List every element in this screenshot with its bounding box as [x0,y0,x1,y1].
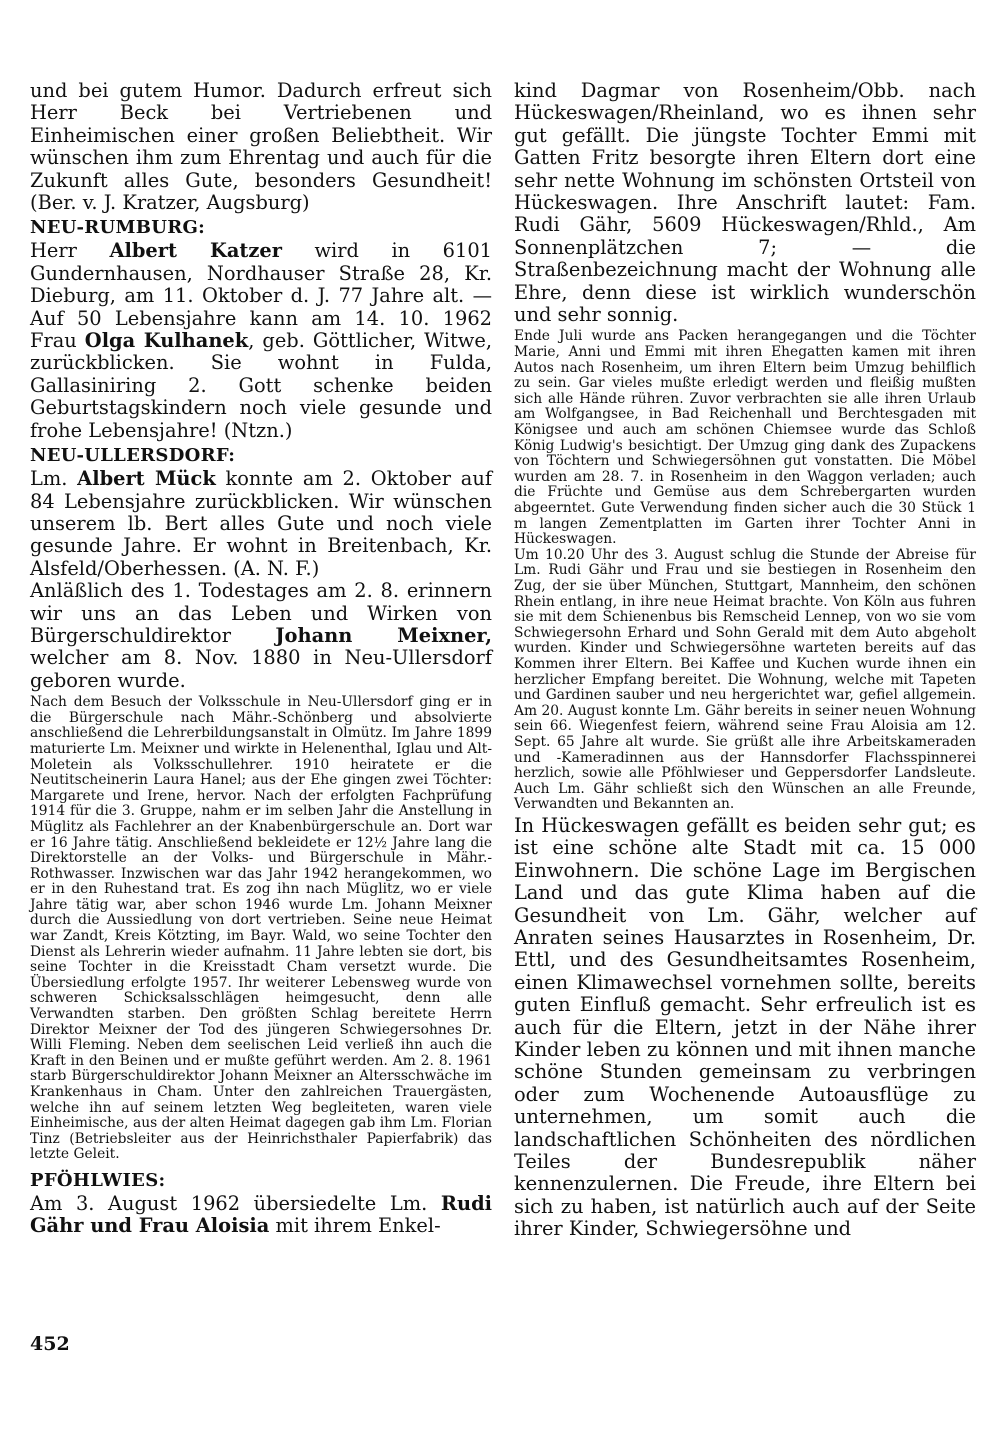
person-name: Albert Mück [77,467,216,491]
journey-paragraph: Um 10.20 Uhr des 3. August schlug die Stunde der Abreise für Lm. Rudi Gähr und Frau und sie bestiegen in Rosenheim den Zug, der sie über München, Stuttgart, Mannheim, den schönen Rhein entlang, in ihre neue Heimat brachte. Von Köln aus fuhren sie mit dem Schienenbus bis Remscheid Lennep, von wo sie vom Schwiegersohn Erhard und Sohn Gerald mit dem Auto abgeholt wurden. Kinder und Schwiegersöhne warteten bereits auf das Kommen ihrer Eltern. Bei Kaffee und Kuchen wurde ihnen ein herzlicher Empfang bereitet. Die Wohnung, welche mit Tapeten und Gardinen sauber und neu hergerichtet war, gefiel allgemein. Am 20. August konnte Lm. Gähr bereits in seiner neuen Wohnung sein 66. Wiegenfest feiern, während seine Frau Aloisia am 12. Sept. 65 Jahre alt wurde. Sie grüßt alle ihre Arbeitskameraden und -Kameradinnen aus der Hannsdorfer Flachsspinnerei herzlich, sowie alle Pföhlwieser und Geppersdorfer Landsleute. Auch Lm. Gähr schließt sich den Wünschen an alle Freunde, Verwandten und Bekannten an. [514,546,976,813]
person-name: Johann Meixner, [275,623,492,647]
page-number: 452 [30,1333,70,1355]
person-name: Rudi Gähr und Frau Aloisia [30,1191,492,1238]
intro-paragraph: und bei gutem Humor. Dadurch erfreut sich Herr Beck bei Vertriebenen und Einheimischen einer großen Beliebtheit. Wir wünschen ihm zum Ehrentag und auch für die Zukunft alles Gute, besonders Gesundheit! (Ber. v. J. Kratzer, Augsburg) [30,79,492,215]
section-heading-pfohlwies: PFÖHLWIES: [30,1169,166,1191]
person-name: Albert Katzer [109,239,282,263]
memorial-biography: Nach dem Besuch der Volksschule in Neu-Ullersdorf ging er in die Bürgerschule nach Mähr.-Schönberg und absolvierte anschließend die Lehrerbildungsanstalt in Olmütz. Im Jahre 1899 maturierte Lm. Meixner und wirkte in Helenenthal, Iglau und Alt-Moletein als Volksschullehrer. 1910 heiratete er die Neutitscheinerin Laura Hanel; aus der Ehe gingen zwei Töchter: Margarete und Irene, hervor. Nach der erfolgten Fachprüfung 1914 für die 3. Gruppe, nahm er im selben Jahr die Anstellung in Müglitz als Fachlehrer an der Knabenbürgerschule an. Dort war er 16 Jahre tätig. Anschließend bekleidete er 12½ Jahre lang die Direktorstelle an der Volks- und Bürgerschule in Mähr.-Rothwasser. Inzwischen war das Jahr 1942 herangekommen, wo er in den Ruhestand trat. Es zog ihn nach Müglitz, wo er viele Jahre tätig war, aber schon 1946 wurde Lm. Johann Meixner durch die Aussiedlung von dort vertrieben. Seine neue Heimat war Zandt, Kreis Kötzting, im Bayr. Wald, wo seine Tochter den Dienst als Lehrerin wieder aufnahm. 11 Jahre lebten sie dort, bis seine Tochter in die Kreisstadt Cham versetzt wurde. Die Übersiedlung erfolgte 1957. Ihr weiterer Lebensweg wurde von schweren Schicksalsschlägen heimgesucht, denn alle Verwandten starben. Den größten Schlag bereitete Herrn Direktor Meixner der Tod des jüngeren Schwiegersohnes Dr. Willi Fleming. Neben dem seelischen Leid verließ ihn auch die Kraft in den Beinen und er mußte geführt werden. Am 2. 8. 1961 starb Bürgerschuldirektor Johann Meixner an Altersschwäche im Krankenhaus in Cham. Unter den zahlreichen Trauergästen, welche ihn auf seinem letzten Weg begleiteten, waren viele Einheimische, aus der alten Heimat dagegen gab ihm Lm. Florian Tinz (Betriebsleiter aus der Heinrichsthaler Papierfabrik) das letzte Geleit. [30,694,492,1163]
text-run: konnte am 2. Oktober auf 84 Lebensjahre zurückblicken. Wir wünschen unserem lb. Bert alles Gute und noch viele gesunde Jahre. Er wohnt in Breitenbach, Kr. Alsfeld/Oberhessen. (A. N. F.) [30,467,492,580]
right-column [514,80,976,1241]
section-heading-neu-ullersdorf: NEU-ULLERSDORF: [30,445,236,467]
section-heading-neu-rumburg: NEU-RUMBURG: [30,217,206,239]
neu-ullersdorf-paragraph [30,468,492,580]
person-name: Olga Kulhanek [84,329,249,353]
text-run: Anläßlich des 1. Todestages am 2. 8. erinnern wir uns an das Leben und Wirken von Bürgerschuldirektor [30,579,492,647]
text-run: wird in 6101 Gundernhausen, Nordhauser Straße 28, Kr. Dieburg, am 11. Oktober d. J. 77 Jahre alt. — Auf 50 Lebensjahre kann am 14. 10. 1962 Frau [30,239,492,353]
hueckeswagen-paragraph: In Hückeswagen gefällt es beiden sehr gut; es ist eine schöne alte Stadt mit ca. 15 000 Einwohnern. Die schöne Lage im Bergischen Land und das gute Klima haben auf die Gesundheit von Lm. Gähr, welcher auf Anraten seines Hausarztes in Rosenheim, Dr. Ettl, und des Gesundheitsamtes Rosenheim, einen Klimawechsel vornehmen sollte, bereits guten Einfluß gemacht. Sehr erfreulich ist es auch für die Eltern, jetzt in der Nähe ihrer Kinder leben zu können und mit ihnen manche schöne Stunden gemeinsam zu verbringen oder zum Wochenende Autoausflüge zu unternehmen, um somit auch die landschaftlichen Schönheiten des nördlichen Teiles der Bundesrepublik näher kennenzulernen. Die Freude, ihre Eltern bei sich zu haben, ist natürlich auch auf der Seite ihrer Kinder, Schwiegersöhne und [514,813,976,1241]
text-run: Lm. [30,467,78,491]
text-run: mit ihrem Enkel- [269,1214,441,1238]
text-run: , geb. Göttlicher, Witwe, zurückblicken. Sie wohnt in Fulda, Gallasiniring 2. Gott schenke beiden Geburtstagskindern noch viele gesunde und frohe Lebensjahre! (Ntzn.) [30,329,493,442]
memorial-paragraph [30,580,492,692]
text-run: Herr [30,239,110,263]
pfohlwies-paragraph [30,1193,492,1238]
packing-paragraph: Ende Juli wurde ans Packen herangegangen und die Töchter Marie, Anni und Emmi mit ihren Ehegatten kamen mit ihren Autos nach Rosenheim, um ihren Eltern beim Umzug behilflich zu sein. Gar vieles mußte erledigt werden und fleißig mußten sich alle Hände rühren. Zuvor verbrachten sie alle ihren Urlaub am Wolfgangsee, in Bad Reichenhall und Berchtesgaden mit Königsee und auch am schönen Chiemsee wurde das Schloß König Ludwig's besichtigt. Der Umzug ging dank des Zupackens von Töchtern und Schwiegersöhnen gut vonstatten. Die Möbel wurden am 28. 7. in Rosenheim in den Waggon verladen; auch die Früchte und Gemüse aus dem Schrebergarten wurden abgeerntet. Gute Verwendung finden sicher auch die 30 Stück 1 m langen Zementplatten im Garten ihrer Tochter Anni in Hückeswagen. [514,328,976,548]
relocation-paragraph: kind Dagmar von Rosenheim/Obb. nach Hückeswagen/Rheinland, wo es ihnen sehr gut gefällt. Die jüngste Tochter Emmi mit Gatten Fritz besorgte ihren Eltern dort eine sehr nette Wohnung im schönsten Ortsteil von Hückeswagen. Ihre Anschrift lautet: Fam. Rudi Gähr, 5609 Hückeswagen/Rhld., Am Sonnenplätzchen 7; — die Straßenbezeichnung macht der Wohnung alle Ehre, denn diese ist wirklich wunderschön und sehr sonnig. [514,79,976,327]
text-run: welcher am 8. Nov. 1880 in Neu-Ullersdorf geboren wurde. [30,646,492,692]
text-run: Am 3. August 1962 übersiedelte Lm. [30,1191,441,1215]
left-column [30,80,492,1238]
neu-rumburg-paragraph [30,240,492,442]
